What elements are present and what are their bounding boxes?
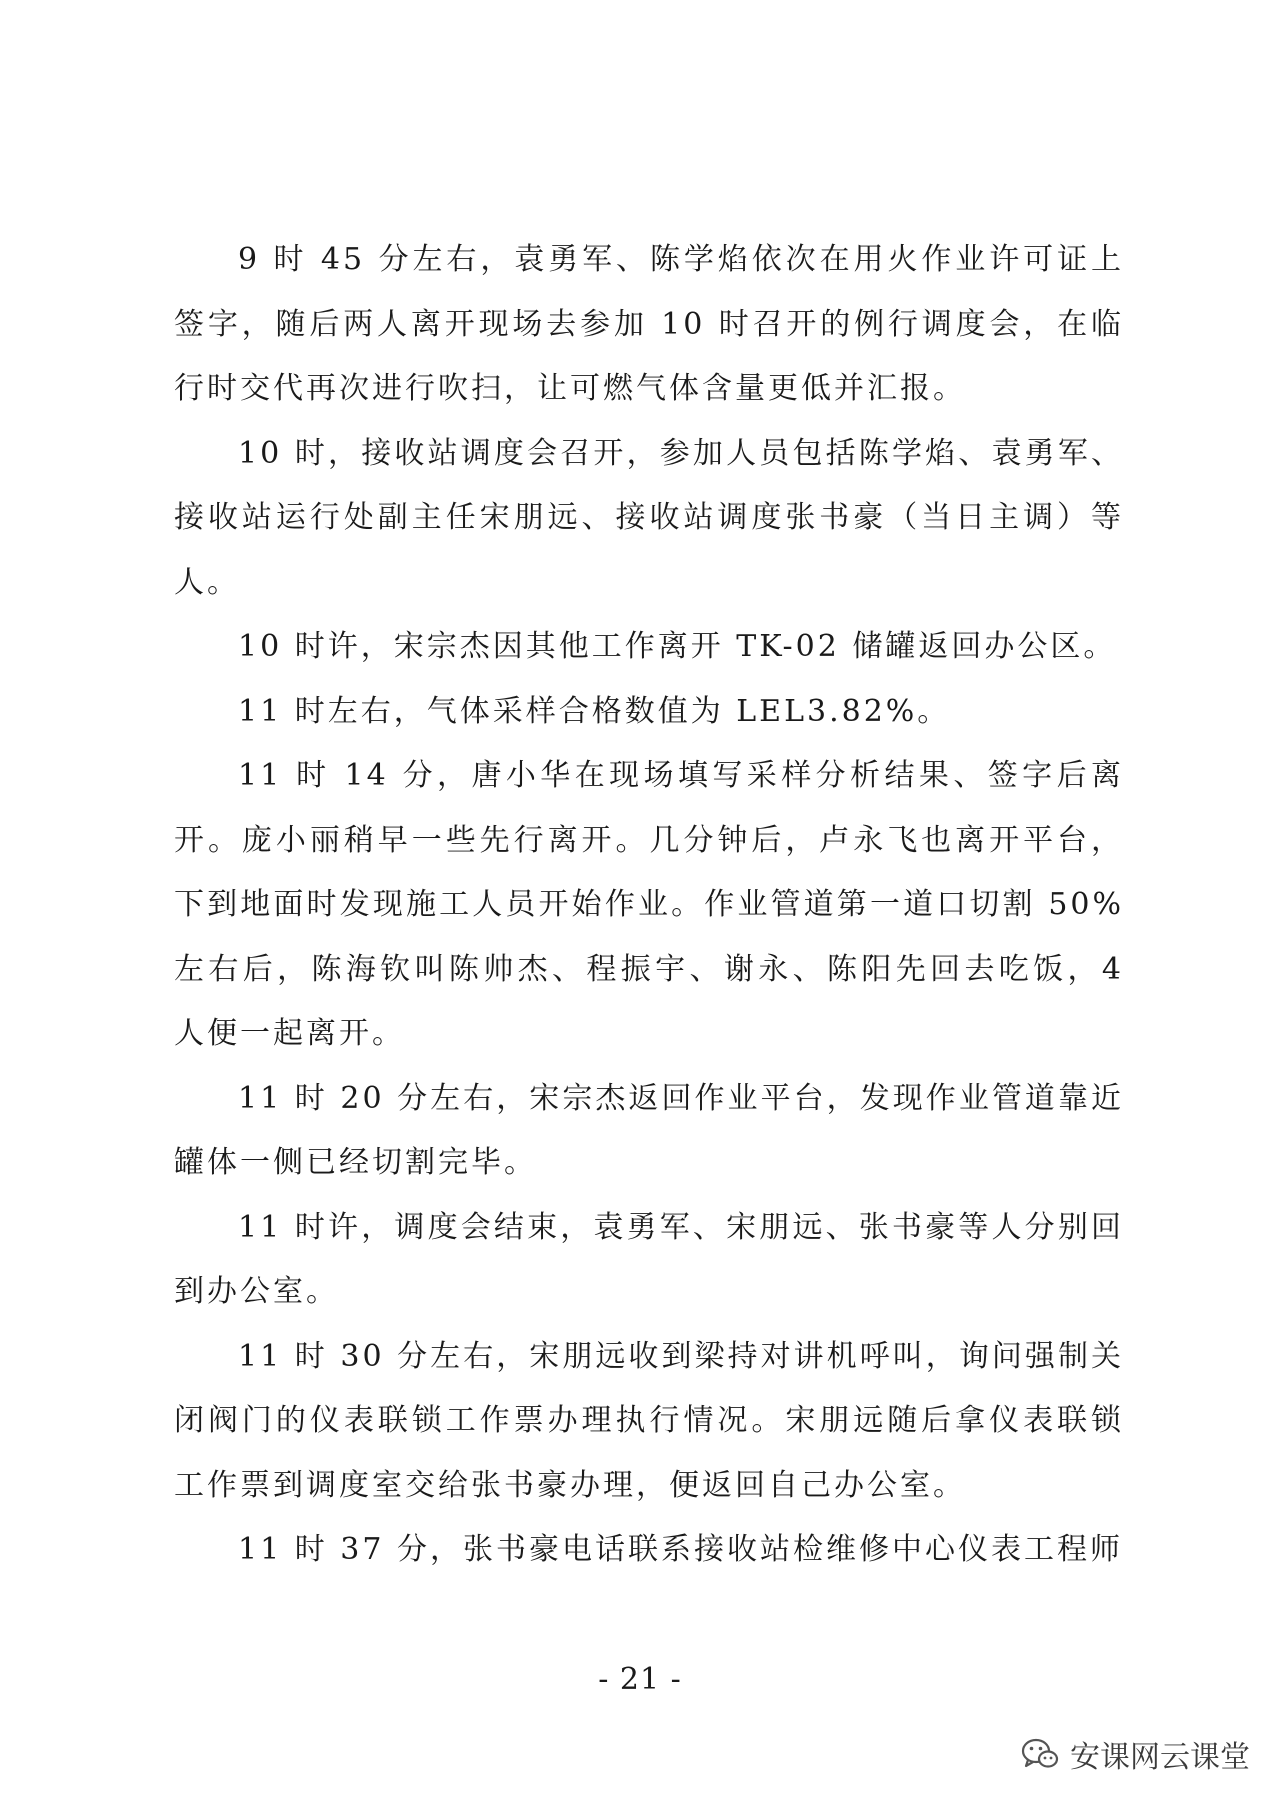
paragraph-9: 11 时 37 分，张书豪电话联系接收站检维修中心仪表工程师 (238, 1532, 1123, 1567)
paragraph-5: 11 时 14 分，唐小华在现场填写采样分析结果、签字后离开。庞小丽稍早一些先行离开。几分钟后，卢永飞也离开平台，下到地面时发现施工人员开始作业。作业管道第一道口切割 50%左右后，陈海钦叫陈帅杰、程振宇、谢永、陈阳先回去吃饭，4 人便一起离开。 (174, 758, 1124, 1051)
paragraph-2: 10 时，接收站调度会召开，参加人员包括陈学焰、袁勇军、接收站运行处副主任宋朋远、接收站调度张书豪（当日主调）等人。 (174, 435, 1124, 600)
watermark-text: 安课网云课堂 (1070, 1740, 1250, 1775)
paragraph-6: 11 时 20 分左右，宋宗杰返回作业平台，发现作业管道靠近罐体一侧已经切割完毕。 (174, 1080, 1124, 1180)
paragraph-1: 9 时 45 分左右，袁勇军、陈学焰依次在用火作业许可证上签字，随后两人离开现场去参加 10 时召开的例行调度会，在临行时交代再次进行吹扫，让可燃气体含量更低并汇报。 (174, 242, 1124, 406)
watermark (1020, 1732, 1250, 1776)
document-body (174, 228, 1124, 1583)
page-number: - 21 - (598, 1662, 682, 1697)
paragraph-3: 10 时许，宋宗杰因其他工作离开 TK-02 储罐返回办公区。 (238, 629, 1117, 664)
paragraph-4: 11 时左右，气体采样合格数值为 LEL3.82%。 (238, 693, 951, 729)
wechat-icon (1020, 1736, 1060, 1772)
paragraph-7: 11 时许，调度会结束，袁勇军、宋朋远、张书豪等人分别回到办公室。 (174, 1209, 1124, 1309)
paragraph-8: 11 时 30 分左右，宋朋远收到梁持对讲机呼叫，询问强制关闭阀门的仪表联锁工作票办理执行情况。宋朋远随后拿仪表联锁工作票到调度室交给张书豪办理，便返回自己办公室。 (174, 1338, 1124, 1503)
